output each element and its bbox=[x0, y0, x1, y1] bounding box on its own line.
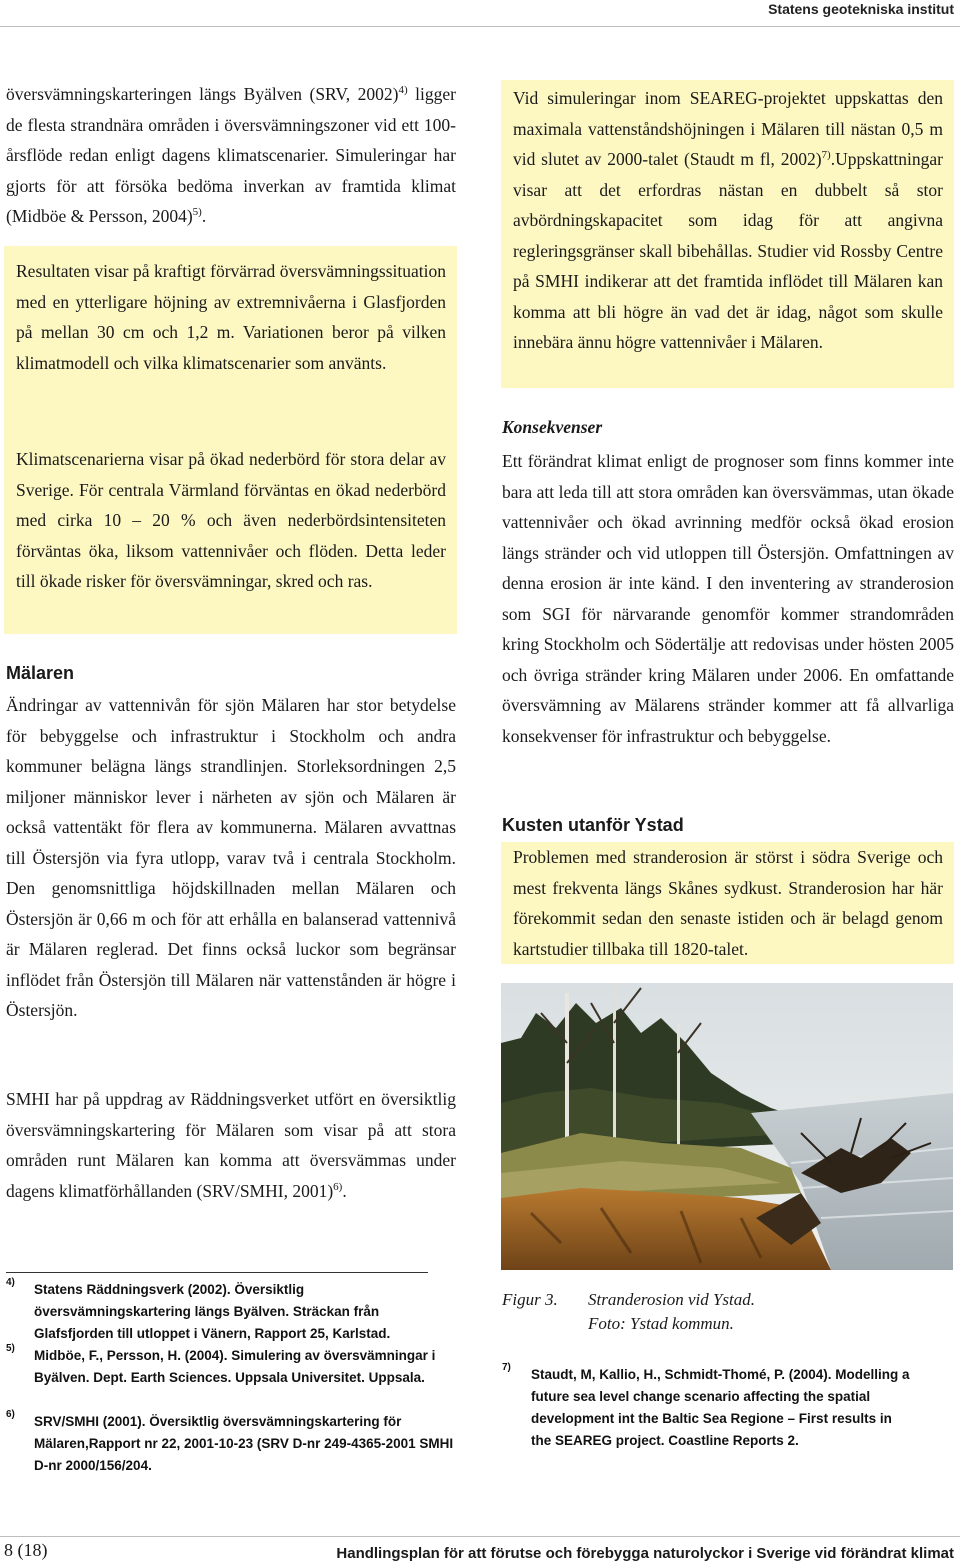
konsekvenser-paragraph: Ett förändrat klimat enligt de prognoser som finns kommer inte bara att leda till att stora områden kan översvämmas, utan ökade vattennivåer och ökad avrinning medför också ökad erosion längs stränder och vid utloppen till Östersjön. Omfattningen av denna erosion är inte känd. I den inventering av stranderosion som SGI för närvarande genomför kommer strandområden kring Stockholm och Södertälje att redovisas under hösten 2005 och övriga stränder kring Mälaren under 2006. En omfattande översvämning av Mälarens stränder kommer att få allvarliga konsekvenser för infrastruktur och bebyggelse. bbox=[502, 451, 954, 746]
header-divider bbox=[0, 26, 960, 27]
smhi-paragraph bbox=[6, 1084, 456, 1206]
header-title: Statens geotekniska institut bbox=[768, 1, 954, 17]
footnote-ref-5: 5) bbox=[192, 206, 202, 219]
kusten-highlight-box bbox=[501, 842, 954, 964]
footnote-4-number: 4) bbox=[6, 1277, 15, 1288]
results-highlight-box bbox=[4, 246, 457, 634]
footnote-6: SRV/SMHI (2001). Översiktlig översvämningskartering för Mälaren,Rapport nr 22, 2001-10-23 (SRV D-nr 249-4365-2001 SMHI D-nr 2000/156/204. bbox=[34, 1414, 454, 1473]
smhi-text: SMHI har på uppdrag av Räddningsverket utfört en översiktlig översvämningskartering för Mälaren som visar på att stora områden runt Mälaren kan komma att översvämmas under dagens klimatförhållanden (SRV/SMHI, 2001) bbox=[6, 1089, 456, 1201]
coastal-erosion-photo bbox=[501, 983, 953, 1270]
footnote-5: Midböe, F., Persson, H. (2004). Simulering av översvämningar i Byälven. Dept. Earth Sciences. Uppsala Universitet. Uppsala. bbox=[34, 1348, 436, 1385]
footnote-6-number: 6) bbox=[6, 1409, 15, 1420]
smhi-text-end: . bbox=[342, 1180, 347, 1201]
results-paragraph: Resultaten visar på kraftigt förvärrad översvämningssituation med en ytterligare höjning av extremnivåerna i Glasfjorden på mellan 30 cm och 1,2 m. Variationen beror på vilken klimatmodell och vilka klimatscenarier som använts. bbox=[16, 261, 446, 373]
intro-text-2: ligger de flesta strandnära områden i översvämningszoner vid ett 100-årsflöde redan enligt dagens klimatscenarier. Simuleringar har gjorts för att försöka bedöma inverkan av framtida klimat (Midböe & Persson, 2004) bbox=[6, 84, 456, 226]
searg-highlight-box bbox=[501, 80, 954, 388]
intro-text-1: översvämningskarteringen längs Byälven (SRV, 2002) bbox=[6, 84, 399, 104]
malaren-paragraph: Ändringar av vattennivån för sjön Mälaren har stor betydelse för bebyggelse och infrastruktur i Stockholm och andra kommuner belägna längs strandlinjen. Storleksordningen 2,5 miljoner människor lever i närheten av sjön och Mälaren är också vattentäkt för flera av kommunerna. Mälaren avvattnas till Östersjön via fyra utlopp, varav två i centrala Stockholm. Den genomsnittliga höjdskillnaden mellan Mälaren och Östersjön är 0,66 m och för att erhålla en balanserad vattennivå är Mälaren reglerad. Det finns också luckor som begränsar inflödet från Östersjön till Mälaren när vattenstånden är högre i Östersjön. bbox=[6, 695, 456, 1020]
footnote-5-number: 5) bbox=[6, 1343, 15, 1354]
malaren-heading: Mälaren bbox=[6, 663, 75, 683]
kusten-paragraph: Problemen med stranderosion är störst i södra Sverige och mest frekventa längs Skånes sydkust. Stranderosion har här förekommit sedan den senaste istiden och är belagd genom kartstudier tillbaka till 1820-talet. bbox=[513, 847, 943, 959]
intro-paragraph bbox=[6, 79, 456, 232]
kusten-heading: Kusten utanför Ystad bbox=[502, 815, 684, 835]
figure-label: Figur 3. bbox=[502, 1290, 558, 1309]
footnote-divider bbox=[6, 1272, 428, 1273]
searg-paragraph bbox=[513, 83, 943, 358]
figure-caption bbox=[588, 1288, 755, 1336]
climate-scenarios-paragraph: Klimatscenarierna visar på ökad nederbörd för stora delar av Sverige. För centrala Värmland förväntas en ökad nederbörd med cirka 10 – 20 % och även nederbördsintensiteten förväntas öka, liksom vattennivåer och flöden. Detta leder till ökade risker för översvämningar, skred och ras. bbox=[16, 449, 446, 591]
figure-caption-line-1: Stranderosion vid Ystad. bbox=[588, 1290, 756, 1309]
figure-caption-line-2: Foto: Ystad kommun. bbox=[588, 1314, 734, 1333]
footer-title: Handlingsplan för att förutse och förebygga naturolyckor i Sverige vid förändrat klimat bbox=[336, 1545, 954, 1562]
konsekvenser-heading: Konsekvenser bbox=[502, 417, 603, 437]
footnote-ref-4: 4) bbox=[398, 84, 408, 97]
searg-text: Vid simuleringar inom SEAREG-projektet uppskattas den maximala vattenståndshöjningen i Mälaren till nästan 0,5 m vid slutet av 2000-talet (Staudt m fl, 2002) bbox=[513, 88, 943, 169]
footnote-7: Staudt, M, Kallio, H., Schmidt-Thomé, P. (2004). Modelling a future sea level change scenario affecting the spatial development int the Baltic Sea Regione – First results in the SEAREG project. Coastline Reports 2. bbox=[531, 1367, 910, 1448]
footer-divider bbox=[0, 1536, 960, 1537]
searg-text-end: .Uppskattningar visar att det erfordras nästan en dubbelt så stor avbördningskapacitet som idag för att angivna regleringsgränser skall bibehållas. Studier vid Rossby Centre på SMHI indikerar att det framtida inflödet till Mälaren kan komma att bli högre än vad det är idag, något som skulle innebära ännu högre vattennivåer i Mälaren. bbox=[513, 149, 943, 352]
footnote-4: Statens Räddningsverk (2002). Översiktlig översvämningskartering längs Byälven. Sträckan från Glafsfjorden till utloppet i Vänern, Rapport 25, Karlstad. bbox=[34, 1282, 391, 1341]
footnote-ref-6: 6) bbox=[333, 1180, 343, 1193]
footnote-7-number: 7) bbox=[502, 1362, 511, 1373]
footnote-ref-7: 7) bbox=[821, 149, 831, 162]
intro-text-3: . bbox=[201, 206, 207, 226]
page-number: 8 (18) bbox=[4, 1540, 48, 1560]
